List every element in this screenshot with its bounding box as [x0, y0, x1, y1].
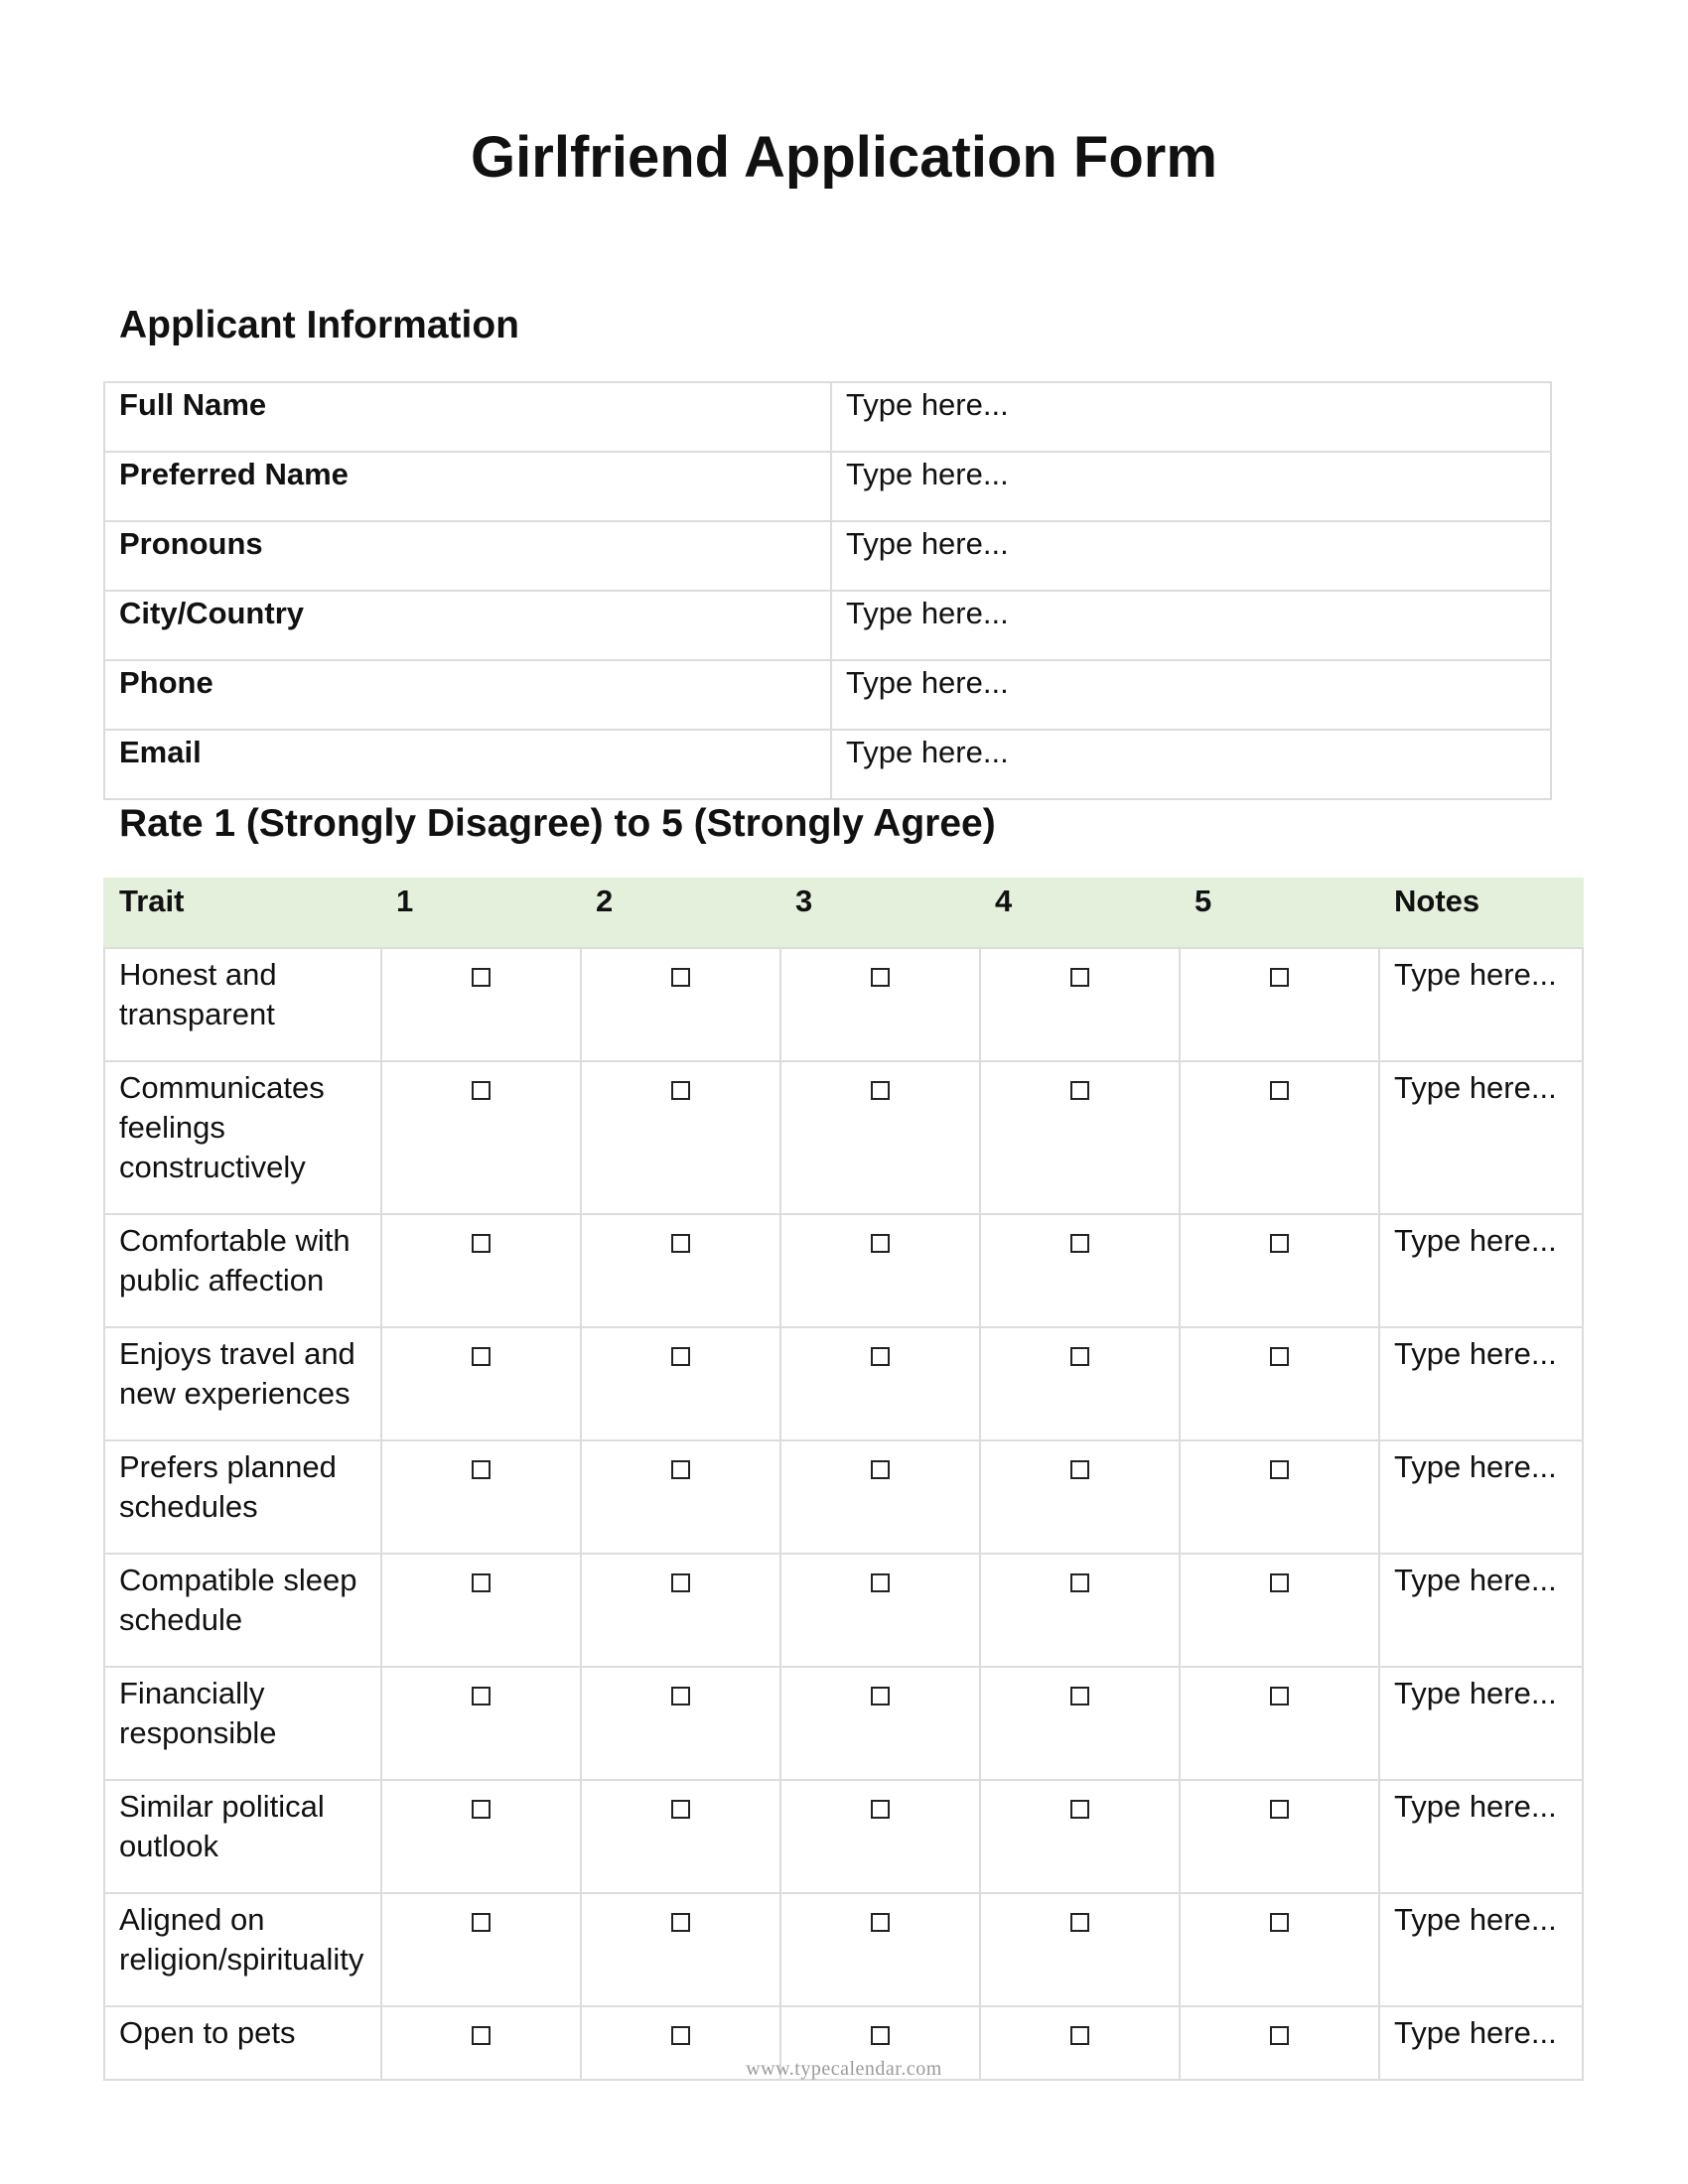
rating-checkbox-5[interactable]: [1270, 1800, 1289, 1819]
rating-checkbox-1[interactable]: [472, 1460, 491, 1479]
notes-field[interactable]: Type here...: [1379, 948, 1583, 1061]
footer-url: www.typecalendar.com: [746, 2058, 942, 2080]
column-header-trait: Trait: [104, 879, 381, 948]
table-row: [104, 382, 1551, 452]
rating-table: [103, 878, 1584, 2081]
rating-checkbox-4[interactable]: [1070, 1800, 1089, 1819]
table-row: [104, 1214, 1583, 1327]
rating-checkbox-3[interactable]: [871, 1234, 890, 1253]
trait-label: Prefers planned schedules: [104, 1440, 381, 1554]
email-label: Email: [104, 730, 831, 799]
rating-checkbox-4[interactable]: [1070, 1913, 1089, 1932]
rating-checkbox-4[interactable]: [1070, 1687, 1089, 1706]
rating-checkbox-3[interactable]: [871, 2026, 890, 2045]
column-header-3: 3: [780, 879, 980, 948]
column-header-2: 2: [581, 879, 780, 948]
notes-field[interactable]: Type here...: [1379, 1061, 1583, 1214]
rating-checkbox-1[interactable]: [472, 1081, 491, 1100]
rating-checkbox-1[interactable]: [472, 1573, 491, 1592]
city-country-field[interactable]: Type here...: [831, 591, 1551, 660]
rating-checkbox-3[interactable]: [871, 1081, 890, 1100]
table-row: [104, 1667, 1583, 1780]
column-header-5: 5: [1180, 879, 1379, 948]
preferred-name-field[interactable]: Type here...: [831, 452, 1551, 521]
trait-label: Comfortable with public affection: [104, 1214, 381, 1327]
rating-checkbox-2[interactable]: [671, 1913, 690, 1932]
rating-checkbox-2[interactable]: [671, 1687, 690, 1706]
table-row: [104, 660, 1551, 730]
rating-checkbox-3[interactable]: [871, 1460, 890, 1479]
trait-label: Open to pets: [104, 2006, 381, 2080]
rating-header-row: [104, 879, 1583, 948]
rating-checkbox-3[interactable]: [871, 1800, 890, 1819]
notes-field[interactable]: Type here...: [1379, 1214, 1583, 1327]
notes-field[interactable]: Type here...: [1379, 1667, 1583, 1780]
applicant-info-table: [103, 381, 1552, 800]
rating-checkbox-5[interactable]: [1270, 968, 1289, 987]
applicant-info-heading: Applicant Information: [119, 304, 519, 346]
rating-checkbox-5[interactable]: [1270, 1460, 1289, 1479]
notes-field[interactable]: Type here...: [1379, 2006, 1583, 2080]
rating-checkbox-3[interactable]: [871, 1687, 890, 1706]
rating-checkbox-4[interactable]: [1070, 1081, 1089, 1100]
rating-checkbox-5[interactable]: [1270, 1081, 1289, 1100]
page-title: Girlfriend Application Form: [471, 125, 1217, 190]
table-row: [104, 591, 1551, 660]
notes-field[interactable]: Type here...: [1379, 1440, 1583, 1554]
column-header-4: 4: [980, 879, 1180, 948]
rating-heading: Rate 1 (Strongly Disagree) to 5 (Strongly Agree): [119, 802, 996, 845]
trait-label: Communicates feelings constructively: [104, 1061, 381, 1214]
trait-label: Enjoys travel and new experiences: [104, 1327, 381, 1440]
table-row: [104, 452, 1551, 521]
trait-label: Compatible sleep schedule: [104, 1554, 381, 1667]
phone-field[interactable]: Type here...: [831, 660, 1551, 730]
rating-checkbox-1[interactable]: [472, 1800, 491, 1819]
table-row: [104, 1327, 1583, 1440]
notes-field[interactable]: Type here...: [1379, 1554, 1583, 1667]
rating-checkbox-1[interactable]: [472, 1347, 491, 1366]
rating-checkbox-1[interactable]: [472, 1687, 491, 1706]
rating-checkbox-2[interactable]: [671, 1460, 690, 1479]
rating-checkbox-4[interactable]: [1070, 1347, 1089, 1366]
rating-checkbox-5[interactable]: [1270, 1913, 1289, 1932]
rating-checkbox-3[interactable]: [871, 968, 890, 987]
table-row: [104, 1780, 1583, 1893]
column-header-notes: Notes: [1379, 879, 1583, 948]
trait-label: Aligned on religion/spirituality: [104, 1893, 381, 2006]
trait-label: Similar political outlook: [104, 1780, 381, 1893]
table-row: [104, 1061, 1583, 1214]
rating-checkbox-4[interactable]: [1070, 1460, 1089, 1479]
rating-checkbox-3[interactable]: [871, 1573, 890, 1592]
pronouns-label: Pronouns: [104, 521, 831, 591]
trait-label: Financially responsible: [104, 1667, 381, 1780]
trait-label: Honest and transparent: [104, 948, 381, 1061]
rating-checkbox-4[interactable]: [1070, 968, 1089, 987]
rating-checkbox-5[interactable]: [1270, 1347, 1289, 1366]
rating-checkbox-2[interactable]: [671, 1234, 690, 1253]
rating-checkbox-1[interactable]: [472, 968, 491, 987]
preferred-name-label: Preferred Name: [104, 452, 831, 521]
rating-checkbox-5[interactable]: [1270, 1687, 1289, 1706]
column-header-1: 1: [381, 879, 581, 948]
rating-checkbox-2[interactable]: [671, 2026, 690, 2045]
full-name-field[interactable]: Type here...: [831, 382, 1551, 452]
rating-checkbox-4[interactable]: [1070, 1573, 1089, 1592]
rating-checkbox-3[interactable]: [871, 1913, 890, 1932]
rating-checkbox-3[interactable]: [871, 1347, 890, 1366]
rating-checkbox-1[interactable]: [472, 2026, 491, 2045]
rating-checkbox-1[interactable]: [472, 1913, 491, 1932]
rating-checkbox-2[interactable]: [671, 1347, 690, 1366]
table-row: [104, 1440, 1583, 1554]
full-name-label: Full Name: [104, 382, 831, 452]
city-country-label: City/Country: [104, 591, 831, 660]
rating-checkbox-4[interactable]: [1070, 1234, 1089, 1253]
rating-checkbox-5[interactable]: [1270, 2026, 1289, 2045]
table-row: [104, 948, 1583, 1061]
table-row: [104, 730, 1551, 799]
rating-checkbox-2[interactable]: [671, 1800, 690, 1819]
rating-checkbox-5[interactable]: [1270, 1234, 1289, 1253]
phone-label: Phone: [104, 660, 831, 730]
pronouns-field[interactable]: Type here...: [831, 521, 1551, 591]
notes-field[interactable]: Type here...: [1379, 1780, 1583, 1893]
rating-checkbox-2[interactable]: [671, 968, 690, 987]
table-row: [104, 1554, 1583, 1667]
table-row: [104, 521, 1551, 591]
rating-checkbox-5[interactable]: [1270, 1573, 1289, 1592]
table-row: [104, 1893, 1583, 2006]
rating-checkbox-2[interactable]: [671, 1573, 690, 1592]
rating-checkbox-1[interactable]: [472, 1234, 491, 1253]
notes-field[interactable]: Type here...: [1379, 1893, 1583, 2006]
notes-field[interactable]: Type here...: [1379, 1327, 1583, 1440]
rating-checkbox-2[interactable]: [671, 1081, 690, 1100]
email-field[interactable]: Type here...: [831, 730, 1551, 799]
rating-checkbox-4[interactable]: [1070, 2026, 1089, 2045]
